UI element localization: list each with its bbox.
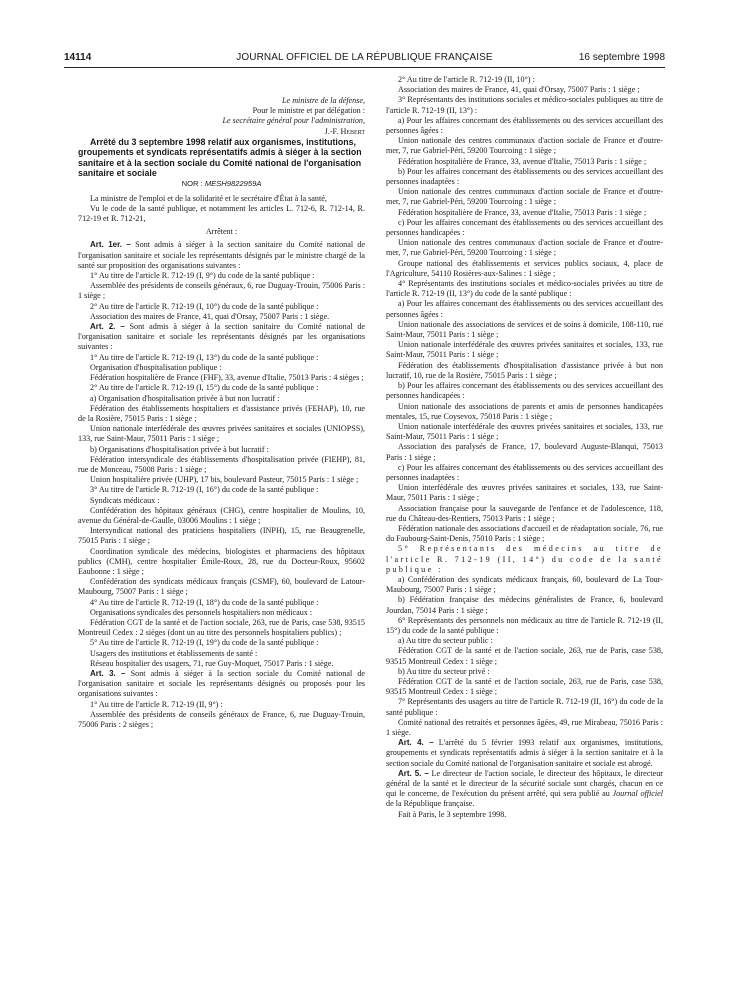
journal-title: JOURNAL OFFICIEL DE LA RÉPUBLIQUE FRANÇAISE <box>236 52 493 63</box>
article-3 <box>78 669 365 700</box>
signature-line: Le secrétaire général pour l'administration, <box>222 116 365 126</box>
closing-line: Fait à Paris, le 3 septembre 1998. <box>398 809 507 819</box>
article-label: Art. 3. – <box>90 668 126 678</box>
paragraph: a) Pour les affaires concernant des établissements ou des services accueillant des personnes âgées : <box>386 299 663 319</box>
paragraph: 6° Représentants des personnels non médicaux au titre de l'article R. 712-19 (II, 15°) du code de la santé publique : <box>386 615 663 635</box>
paragraph: Organisation d'hospitalisation publique : <box>90 362 222 372</box>
paragraph: b) Fédération française des médecins généralistes de France, 6, boulevard Jourdan, 75014 Paris : 1 siège ; <box>386 595 663 615</box>
paragraph: Union nationale des centres communaux d'action sociale de France et d'outre-mer, 7, rue Gabriel-Péri, 59200 Tourcoing : 1 siège ; <box>386 187 663 207</box>
paragraph: Fédération hospitalière de France (FHF), 33, avenue d'Italie, 75013 Paris : 4 sièges ; <box>90 373 364 383</box>
paragraph: Fédération des établissements hospitaliers et d'assistance privés (FEHAP), 10, rue de la Rosière, 75015 Paris : 1 siège ; <box>78 403 365 423</box>
paragraph: 4° Représentants des institutions sociales et médico-sociales privées au titre de l'article R. 712-19 (II, 13°) du code de la santé publique : <box>386 279 663 299</box>
paragraph: 1° Au titre de l'article R. 712-19 (I, 13°) du code de la santé publique : <box>90 352 319 362</box>
paragraph: Association française pour la sauvegarde de l'enfance et de l'adolescence, 118, rue du Château-des-Rentiers, 75013 Paris : 1 siège ; <box>386 503 663 523</box>
paragraph: Union nationale interfédérale des œuvres privées sanitaires et sociales, 133, rue Saint-Maur, 75011 Paris : 1 siège ; <box>386 421 663 442</box>
paragraph: Union nationale des centres communaux d'action sociale de France et d'outre-mer, 7, rue Gabriel-Péri, 59200 Tourcoing : 1 siège ; <box>386 136 663 156</box>
paragraph: a) Confédération des syndicats médicaux français, 60, boulevard de La Tour-Maubourg, 75007 Paris : 1 siège ; <box>386 574 663 595</box>
paragraph: Union interfédérale des œuvres privées sanitaires et sociales, 133, rue Saint-Maur, 75011 Paris : 1 siège ; <box>386 483 663 503</box>
paragraph: Intersyndicat national des praticiens hospitaliers (INPH), 15, rue Beaugrenelle, 75015 Paris : 1 siège ; <box>78 526 365 546</box>
journal-reference: Journal officiel <box>612 789 664 799</box>
article-1 <box>78 240 365 271</box>
article-text: Sont admis à siéger à la section sanitaire du Comité national de l'organisation sanitaire et sociale les représentants désignés par le ministre chargé de la santé sur proposition des organisations suivantes : <box>78 240 366 270</box>
paragraph: Association des paralysés de France, 17, boulevard Auguste-Blanqui, 75013 Paris : 1 siège ; <box>386 442 663 462</box>
paragraph: Union nationale des associations de services et de soins à domicile, 108-110, rue Saint-Maur, 75011 Paris : 1 siège ; <box>386 319 663 340</box>
paragraph: Syndicats médicaux : <box>90 495 160 505</box>
page-number: 14114 <box>64 52 92 63</box>
paragraph: Confédération des syndicats médicaux français (CSMF), 60, boulevard de Latour-Maubourg, 75007 Paris : 1 siège ; <box>78 577 365 597</box>
article-label: Art. 1er. – <box>90 240 131 250</box>
paragraph: 3° Représentants des institutions sociales et médico-sociales publiques au titre de l'article R. 712-19 (II, 13°) : <box>386 95 663 115</box>
paragraph: c) Pour les affaires concernant des établissements ou des services accueillant des personnes inadaptées : <box>386 462 663 482</box>
nor-reference <box>78 179 365 189</box>
paragraph: 3° Au titre de l'article R. 712-19 (I, 16°) du code de la santé publique : <box>90 485 319 495</box>
paragraph: 2° Au titre de l'article R. 712-19 (I, 10°) du code de la santé publique : <box>90 301 319 311</box>
article-label: Art. 4. – <box>398 738 434 748</box>
article-text: Sont admis à siéger à la section sanitaire du Comité national de l'organisation sanitaire et sociale les représentants désignés par les organisations suivantes : <box>78 322 365 352</box>
article-5 <box>386 769 663 810</box>
paragraph: Fédération hospitalière de France, 33, avenue d'Italie, 75013 Paris : 1 siège ; <box>398 207 647 217</box>
arrete-heading: Arrêtent : <box>205 227 238 237</box>
paragraph: 2° Au titre de l'article R. 712-19 (I, 15°) du code de la santé publique : <box>90 383 319 393</box>
issue-date: 16 septembre 1998 <box>578 52 665 63</box>
paragraph: 7° Représentants des usagers au titre de l'article R. 712-19 (II, 16°) du code de la santé publique : <box>386 697 663 717</box>
paragraph: Union hospitalière privée (UHP), 17 bis, boulevard Pasteur, 75015 Paris : 1 siège ; <box>90 475 359 485</box>
paragraph: Réseau hospitalier des usagers, 71, rue Guy-Moquet, 75017 Paris : 1 siège. <box>90 658 334 668</box>
paragraph: Fédération nationale des associations d'accueil et de réadaptation sociale, 76, rue du Faubourg-Saint-Denis, 75010 Paris : 1 siège ; <box>386 523 663 544</box>
paragraph: Association des maires de France, 41, quai d'Orsay, 75007 Paris : 1 siège. <box>90 311 330 321</box>
paragraph: Fédération CGT de la santé et de l'action sociale, 263, rue de Paris, case 538, 93515 Montreuil Cedex : 1 siège ; <box>386 676 663 697</box>
preamble: La ministre de l'emploi et de la solidarité et le secrétaire d'État à la santé, <box>90 193 327 203</box>
paragraph: 1° Au titre de l'article R. 712-19 (II, 9°) : <box>90 699 223 709</box>
signature-line: Le ministre de la défense, <box>282 96 365 105</box>
article-text: Sont admis à siéger à la section sociale du Comité national de l'organisation sanitaire et sociale les représentants désignés ou proposés pour les organisations suivantes : <box>78 668 366 699</box>
paragraph: c) Pour les affaires concernant des établissements ou des services accueillant des personnes handicapées : <box>386 217 663 238</box>
paragraph: b) Au titre du secteur privé : <box>398 666 490 676</box>
paragraph: Fédération CGT de la santé et de l'action sociale, 263, rue de Paris, case 538, 93515 Montreuil Cedex : 2 sièges (dont un au titre des personnels hospitaliers publics) ; <box>78 617 365 638</box>
decree-title: Arrêté du 3 septembre 1998 relatif aux organismes, institutions, groupements et syndicats représentatifs admis à siéger à la section sanitaire et à la section sociale du Comité national de l'organisation sanitaire et sociale <box>78 136 362 179</box>
paragraph: Union nationale interfédérale des œuvres privées sanitaires et sociales, 133, rue Saint-Maur, 75011 Paris : 1 siège ; <box>386 340 663 360</box>
article-text: de la République française. <box>386 799 475 809</box>
paragraph: 5° Au titre de l'article R. 712-19 (I, 19°) du code de la santé publique : <box>90 638 319 648</box>
paragraph: a) Pour les affaires concernant des établissements ou des services accueillant des personnes âgées : <box>386 115 663 136</box>
paragraph: 5° Représentants des médecins au titre de l'article R. 712-19 (II, 14°) du code de la santé publique : <box>386 544 663 574</box>
paragraph: 1° Au titre de l'article R. 712-19 (I, 9°) du code de la santé publique : <box>90 271 315 281</box>
paragraph: Fédération hospitalière de France, 33, avenue d'Italie, 75013 Paris : 1 siège ; <box>398 156 647 166</box>
preamble: Vu le code de la santé publique, et notamment les articles L. 712-6, R. 712-14, R. 712-19 et R. 712-21, <box>78 203 365 224</box>
paragraph: a) Au titre du secteur public : <box>398 636 493 646</box>
article-text: Le directeur de l'action sociale, le directeur des hôpitaux, le directeur général de la santé et le directeur de la sécurité sociale sont chargés, chacun en ce qui le concerne, de l'exécution du présent arrêté, qui sera publié au <box>386 768 664 799</box>
paragraph: a) Organisation d'hospitalisation privée à but non lucratif : <box>90 393 280 403</box>
paragraph: Assemblée des présidents de conseils généraux de France, 6, rue Duguay-Trouin, 75006 Paris : 2 sièges ; <box>78 709 365 729</box>
article-2 <box>78 322 365 353</box>
signature-line: Pour le ministre et par délégation : <box>252 106 365 116</box>
paragraph: Assemblée des présidents de conseils généraux, 6, rue Duguay-Trouin, 75006 Paris : 1 siège ; <box>78 281 365 301</box>
paragraph: Union nationale des associations de parents et amis de personnes handicapées mentales, 15, rue Coysevox, 75018 Paris : 1 siège ; <box>386 401 663 421</box>
paragraph: Groupe national des établissements et services publics sociaux, 4, place de l'Agriculture, 54110 Rosières-aux-Salines : 1 siège ; <box>386 258 663 278</box>
paragraph: Fédération des établissements d'hospitalisation d'assistance privée à but non lucratif, 10, rue de la Rosière, 75015 Paris : 1 siège ; <box>386 360 663 380</box>
paragraph: Coordination syndicale des médecins, biologistes et pharmaciens des hôpitaux publics (CMH), centre hospitalier Émile-Roux, 28, rue du Docteur-Roux, 95602 Eaubonne : 1 siège ; <box>78 546 365 576</box>
paragraph: Union nationale des centres communaux d'action sociale de France et d'outre-mer, 7, rue Gabriel-Péri, 59200 Tourcoing : 1 siège ; <box>386 238 663 258</box>
paragraph: 4° Au titre de l'article R. 712-19 (I, 18°) du code de la santé publique : <box>90 597 319 607</box>
nor-label: NOR : <box>181 179 203 189</box>
paragraph: Association des maires de France, 41, quai d'Orsay, 75007 Paris : 1 siège ; <box>398 85 640 95</box>
nor-code: MESH9822959A <box>204 179 262 189</box>
paragraph: Organisations syndicales des personnels hospitaliers non médicaux : <box>90 607 313 617</box>
left-column <box>78 96 365 730</box>
signatory-name: J.-F. Hebert <box>324 126 365 136</box>
article-4 <box>386 738 663 769</box>
paragraph: b) Pour les affaires concernant des établissements ou des services accueillant des personnes handicapées : <box>386 381 663 401</box>
page-header <box>64 52 665 66</box>
paragraph: Fédération CGT de la santé et de l'action sociale, 263, rue de Paris, case 538, 93515 Montreuil Cedex : 1 siège ; <box>386 646 663 666</box>
paragraph: Union nationale interfédérale des œuvres privées sanitaires et sociales (UNIOPSS), 133, rue Saint-Maur, 75011 Paris : 1 siège ; <box>78 424 365 444</box>
paragraph: b) Pour les affaires concernant des établissements ou des services accueillant des personnes inadaptées : <box>386 166 663 187</box>
paragraph: Usagers des institutions et établissements de santé : <box>90 648 258 658</box>
paragraph: Comité national des retraités et personnes âgées, 49, rue Mirabeau, 75016 Paris : 1 siège. <box>386 717 663 737</box>
article-label: Art. 5. – <box>398 768 429 778</box>
signature-block <box>78 96 365 137</box>
paragraph: b) Organisations d'hospitalisation privée à but lucratif : <box>90 444 269 454</box>
header-rule <box>64 67 665 68</box>
paragraph: 2° Au titre de l'article R. 712-19 (II, 10°) : <box>398 75 535 84</box>
right-column <box>386 75 663 820</box>
article-label: Art. 2. – <box>90 322 125 332</box>
paragraph: Confédération des hôpitaux généraux (CHG), centre hospitalier de Moulins, 10, avenue du Général-de-Gaulle, 03006 Moulins : 1 siège ; <box>78 505 365 525</box>
paragraph: Fédération intersyndicale des établissements d'hospitalisation privée (FIEHP), 81, rue de Monceau, 75008 Paris : 1 siège ; <box>78 454 365 474</box>
article-text: L'arrêté du 5 février 1993 relatif aux organismes, institutions, groupements et syndicats représentatifs admis à siéger à la section sanitaire et à la section sociale du Comité national de l'organisation sanitaire et sociale est abrogé. <box>386 738 663 768</box>
